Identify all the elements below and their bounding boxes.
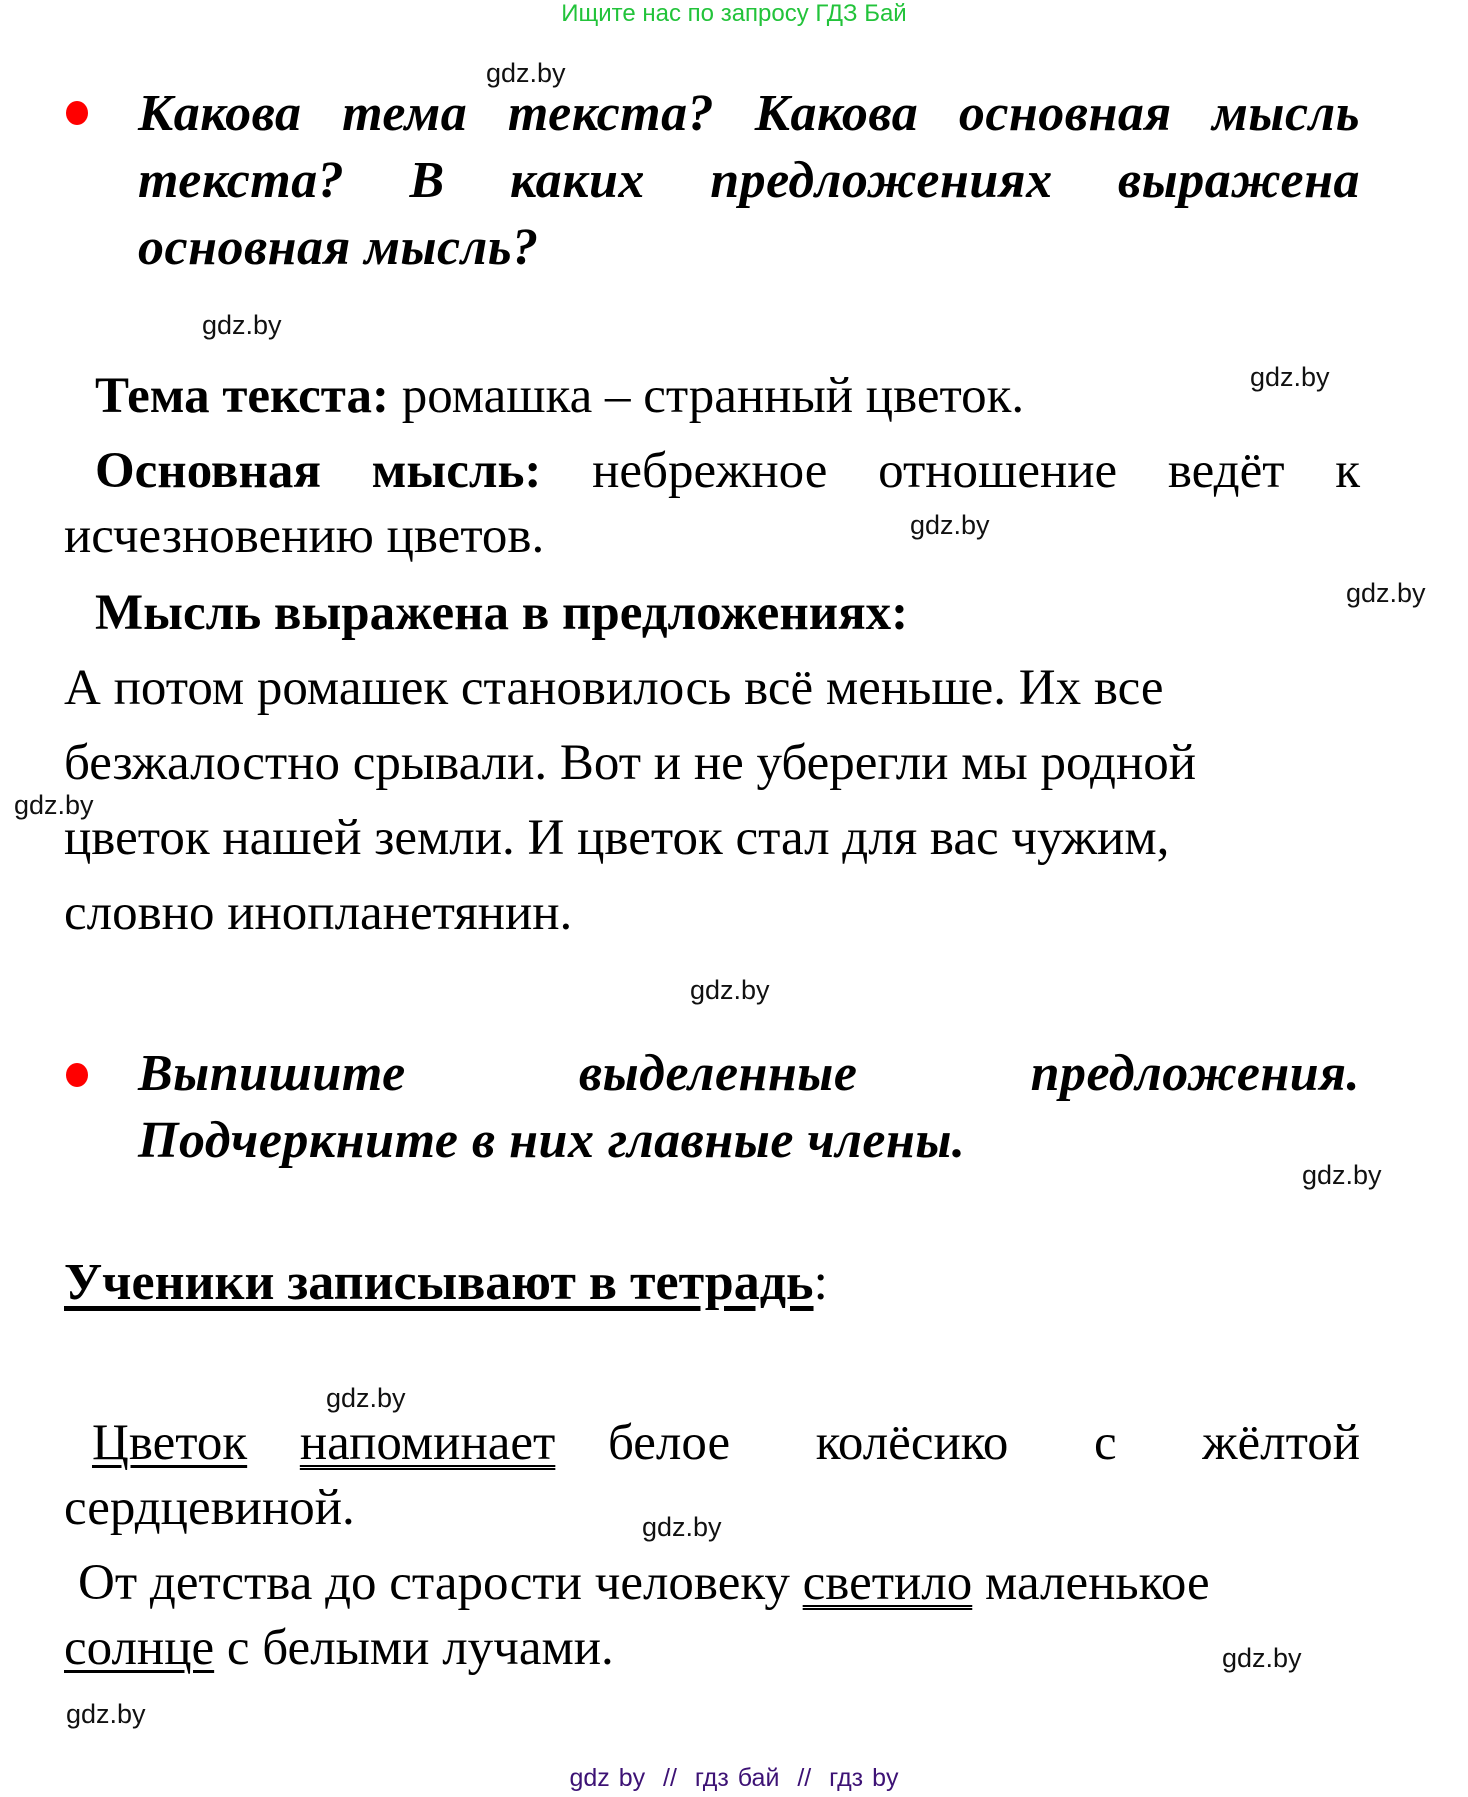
sentence1-line1 — [92, 1413, 1360, 1473]
watermark: gdz.by — [690, 975, 770, 1005]
subject-word: Цветок — [92, 1415, 248, 1471]
task1-line-1: Какова тема текста? Какова основная мысль — [138, 85, 1360, 142]
sentence2-line1 — [78, 1553, 1210, 1613]
heading-colon: : — [813, 1254, 828, 1311]
predicate-word: светило — [802, 1555, 973, 1611]
idea-continued: исчезновению цветов. — [64, 508, 545, 564]
expressed-label: Мысль выражена в предложениях: — [95, 585, 909, 641]
watermark: gdz.by — [66, 1699, 146, 1729]
quote-line: цветок нашей земли. И цветок стал для вас чужим, — [64, 810, 1170, 866]
watermark: gdz.by — [910, 510, 990, 540]
task1-line-2: текста? В каких предложениях выражена — [138, 152, 1360, 209]
task2-line-2: Подчеркните в них главные члены. — [138, 1112, 966, 1169]
sentence2-rest: с белыми лучами. — [214, 1620, 614, 1676]
sentence1-words — [92, 1413, 1360, 1473]
idea-line — [95, 441, 1360, 501]
task2-line — [138, 1040, 1360, 1107]
subject-word: солнце — [64, 1620, 215, 1676]
notebook-heading — [64, 1253, 828, 1313]
watermark: gdz.by — [326, 1383, 406, 1413]
idea-line-text — [95, 441, 1360, 501]
watermark: gdz.by — [14, 790, 94, 820]
task1-line — [138, 147, 1360, 214]
idea-value: небрежное отношение ведёт к — [541, 443, 1360, 499]
topic-value: ромашка – странный цветок. — [388, 368, 1025, 424]
watermark: gdz.by — [642, 1512, 722, 1542]
idea-label: Основная мысль: — [95, 443, 542, 499]
watermark: gdz.by — [202, 310, 282, 340]
watermark: gdz.by — [1250, 362, 1330, 392]
watermark: gdz.by — [486, 58, 566, 88]
sentence1-line2: сердцевиной. — [64, 1480, 355, 1536]
predicate-word: напоминает — [299, 1415, 556, 1471]
quote-line: А потом ромашек становилось всё меньше. Их все — [64, 660, 1164, 716]
task1-line — [138, 80, 1360, 147]
task2-line-1: Выпишите выделенные предложения. — [138, 1045, 1360, 1102]
sentence1-rest: белое колёсико с жёлтой — [608, 1415, 1360, 1471]
watermark: gdz.by — [1302, 1160, 1382, 1190]
watermark: gdz.by — [1222, 1643, 1302, 1673]
top-watermark: Ищите нас по запросу ГДЗ Бай — [561, 0, 907, 27]
task1-line — [138, 214, 1360, 281]
task2-line — [138, 1107, 1360, 1174]
task1-line-3: основная мысль? — [138, 219, 539, 276]
notebook-heading-text: Ученики записывают в тетрадь — [64, 1254, 814, 1311]
sentence2-before: От детства до старости человеку — [78, 1555, 803, 1611]
quote-line: словно инопланетянин. — [64, 885, 573, 941]
watermark: gdz.by — [1346, 578, 1426, 608]
red-bullet-icon — [66, 101, 88, 125]
topic-line — [95, 366, 1024, 426]
footer-watermark: gdz by // гдз бай // гдз by — [569, 1764, 899, 1792]
quote-line: безжалостно срывали. Вот и не уберегли мы родной — [64, 735, 1197, 791]
topic-label: Тема текста: — [95, 368, 389, 424]
sentence2-after: маленькое — [972, 1555, 1210, 1611]
sentence2-line2 — [64, 1618, 614, 1678]
red-bullet-icon — [66, 1063, 88, 1087]
